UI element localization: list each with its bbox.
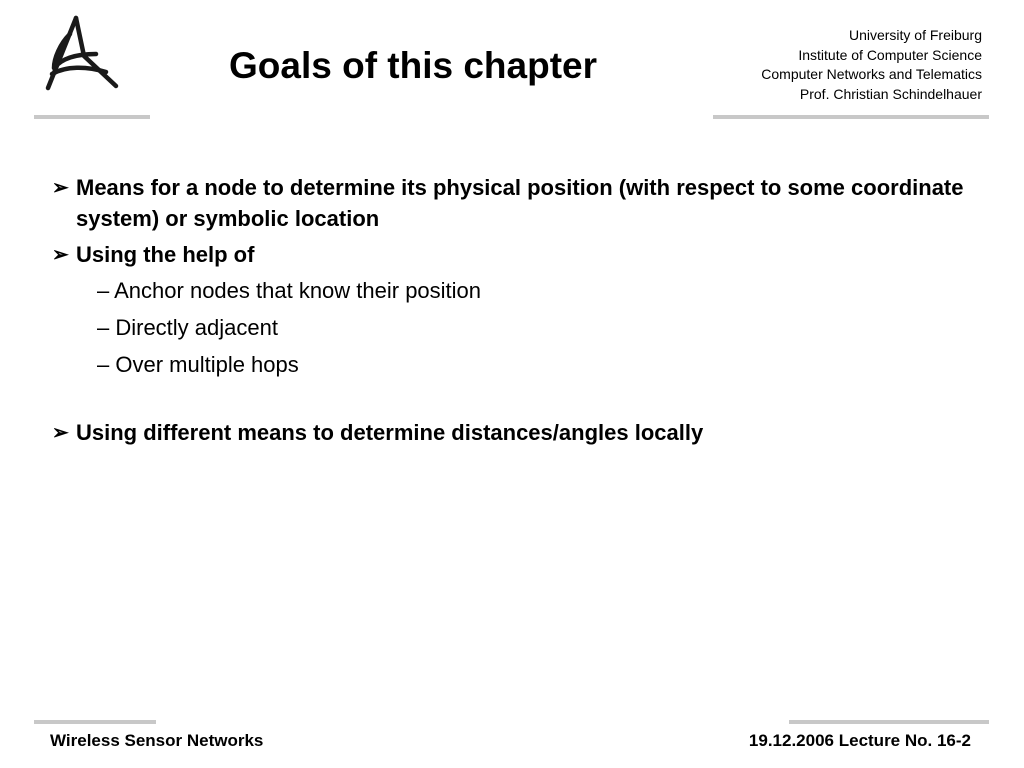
slide-title: Goals of this chapter [229, 45, 598, 86]
institution-line: Computer Networks and Telematics [761, 66, 982, 82]
bullet-item [52, 172, 992, 234]
institution-line: Prof. Christian Schindelhauer [799, 85, 982, 102]
bullet-text: Means for a node to determine its physical position (with respect to some coordinate system) or symbolic location [76, 175, 964, 231]
footer-rule-left [34, 720, 156, 724]
bullet-arrow-icon: ➢ [52, 244, 69, 266]
institution-block [761, 26, 982, 104]
bullet-item [52, 239, 992, 270]
footer-rule-right [789, 720, 989, 724]
footer-lecture-info: 19.12.2006 Lecture No. 16-2 [748, 731, 971, 750]
institution-line: Institute of Computer Science [798, 46, 982, 63]
institution-line: University of Freiburg [848, 27, 982, 43]
bullet-text: Using different means to determine distances/angles locally [76, 420, 704, 445]
header-rule-right [713, 115, 989, 119]
sub-bullet-item: – Anchor nodes that know their position [97, 278, 482, 303]
bullet-item [52, 417, 992, 448]
university-logo-icon [40, 14, 122, 94]
slide-content [52, 172, 992, 448]
bullet-text: Using the help of [76, 242, 255, 267]
sub-bullet-item: – Over multiple hops [97, 352, 299, 377]
sub-bullet-item: – Directly adjacent [97, 315, 278, 340]
footer-course-title: Wireless Sensor Networks [50, 731, 264, 750]
bullet-arrow-icon: ➢ [52, 177, 69, 199]
bullet-arrow-icon: ➢ [52, 422, 69, 444]
header-rule-left [34, 115, 150, 119]
